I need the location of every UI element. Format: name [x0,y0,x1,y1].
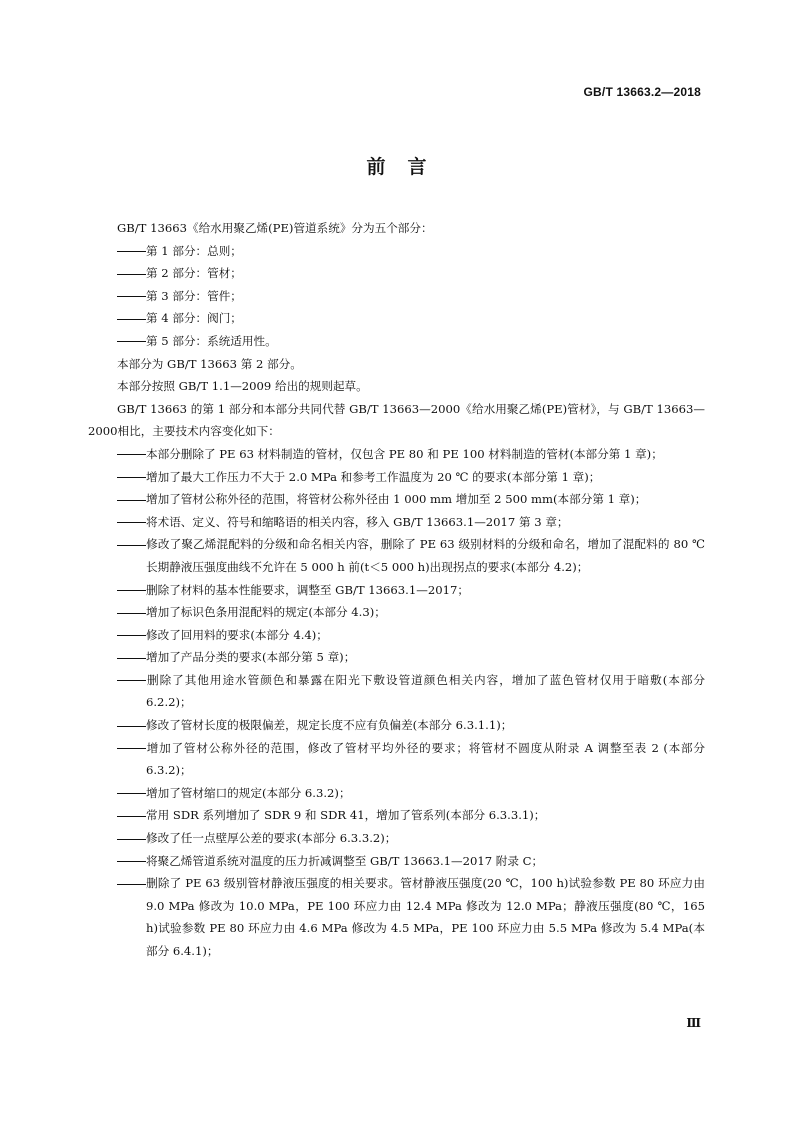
list-item: 修改了任一点壁厚公差的要求(本部分 6.3.3.2)； [88,827,705,850]
em-dash [117,341,146,342]
em-dash [117,251,146,252]
page-title: 前言 [366,156,449,178]
list-item: 第 3 部分：管件； [88,285,705,308]
em-dash [117,658,146,659]
list-item: 将术语、定义、符号和缩略语的相关内容，移入 GB/T 13663.1—2017 第 3 章； [88,511,705,534]
list-item: 常用 SDR 系列增加了 SDR 9 和 SDR 41，增加了管系列(本部分 6.3.3.1)； [88,804,705,827]
list-item: 删除了其他用途水管颜色和暴露在阳光下敷设管道颜色相关内容，增加了蓝色管材仅用于暗敷(本部分 6.2.2)； [88,669,705,714]
standard-code: GB/T 13663.2—2018 [583,85,701,99]
em-dash [117,680,146,681]
list-item: 第 2 部分：管材； [88,262,705,285]
paragraph: GB/T 13663 的第 1 部分和本部分共同代替 GB/T 13663—2000《给水用聚乙烯(PE)管材》，与 GB/T 13663—2000相比，主要技术内容变化如下： [88,401,705,439]
list-item: 修改了聚乙烯混配料的分级和命名相关内容，删除了 PE 63 级别材料的分级和命名，增加了混配料的 80 ℃长期静液压强度曲线不允许在 5 000 h 前(t＜5 000 h)出现拐点的要求(本部分 4.2)； [88,533,705,578]
em-dash [117,861,146,862]
list-item: 第 5 部分：系统适用性。 [88,330,705,353]
list-item: 修改了回用料的要求(本部分 4.4)； [88,624,705,647]
list-item: 增加了产品分类的要求(本部分第 5 章)； [88,646,705,669]
em-dash [117,522,146,523]
paragraph: 本部分按照 GB/T 1.1—2009 给出的规则起草。 [117,379,368,394]
paragraph: 本部分为 GB/T 13663 第 2 部分。 [117,356,302,371]
list-item: 增加了标识色条用混配料的规定(本部分 4.3)； [88,601,705,624]
foreword-body [88,217,705,963]
em-dash [117,748,146,749]
em-dash [117,477,146,478]
em-dash [117,884,146,885]
em-dash [117,613,146,614]
em-dash [117,500,146,501]
list-item: 将聚乙烯管道系统对温度的压力折减调整至 GB/T 13663.1—2017 附录 C； [88,850,705,873]
list-item: 删除了 PE 63 级别管材静液压强度的相关要求。管材静液压强度(20 ℃，100 h)试验参数 PE 80 环应力由 9.0 MPa 修改为 10.0 MPa，PE 100 环应力由 12.4 MPa 修改为 12.0 MPa；静液压强度(80 ℃，165 h)试验参数 PE 80 环应力由 4.6 MPa 修改为 4.5 MPa，PE 100 环应力由 5.5 MPa 修改为 5.4 MPa(本部分 6.4.1)； [88,872,705,962]
list-item: 增加了管材公称外径的范围，将管材公称外径由 1 000 mm 增加至 2 500 mm(本部分第 1 章)； [88,488,705,511]
list-item: 第 1 部分：总则； [88,240,705,263]
em-dash [117,635,146,636]
em-dash [117,816,146,817]
list-item: 本部分删除了 PE 63 材料制造的管材，仅包含 PE 80 和 PE 100 材料制造的管材(本部分第 1 章)； [88,443,705,466]
list-item: 增加了管材缩口的规定(本部分 6.3.2)； [88,782,705,805]
em-dash [117,545,146,546]
em-dash [117,726,146,727]
em-dash [117,454,146,455]
intro-paragraph: GB/T 13663《给水用聚乙烯(PE)管道系统》分为五个部分： [117,221,433,235]
em-dash [117,319,146,320]
page-number: Ⅲ [686,1016,701,1030]
list-item: 增加了最大工作压力不大于 2.0 MPa 和参考工作温度为 20 ℃ 的要求(本部分第 1 章)； [88,466,705,489]
em-dash [117,839,146,840]
list-item: 增加了管材公称外径的范围，修改了管材平均外径的要求；将管材不圆度从附录 A 调整至表 2 (本部分 6.3.2)； [88,737,705,782]
em-dash [117,296,146,297]
list-item: 删除了材料的基本性能要求，调整至 GB/T 13663.1—2017； [88,579,705,602]
em-dash [117,590,146,591]
em-dash [117,274,146,275]
em-dash [117,793,146,794]
list-item: 第 4 部分：阀门； [88,307,705,330]
list-item: 修改了管材长度的极限偏差，规定长度不应有负偏差(本部分 6.3.1.1)； [88,714,705,737]
